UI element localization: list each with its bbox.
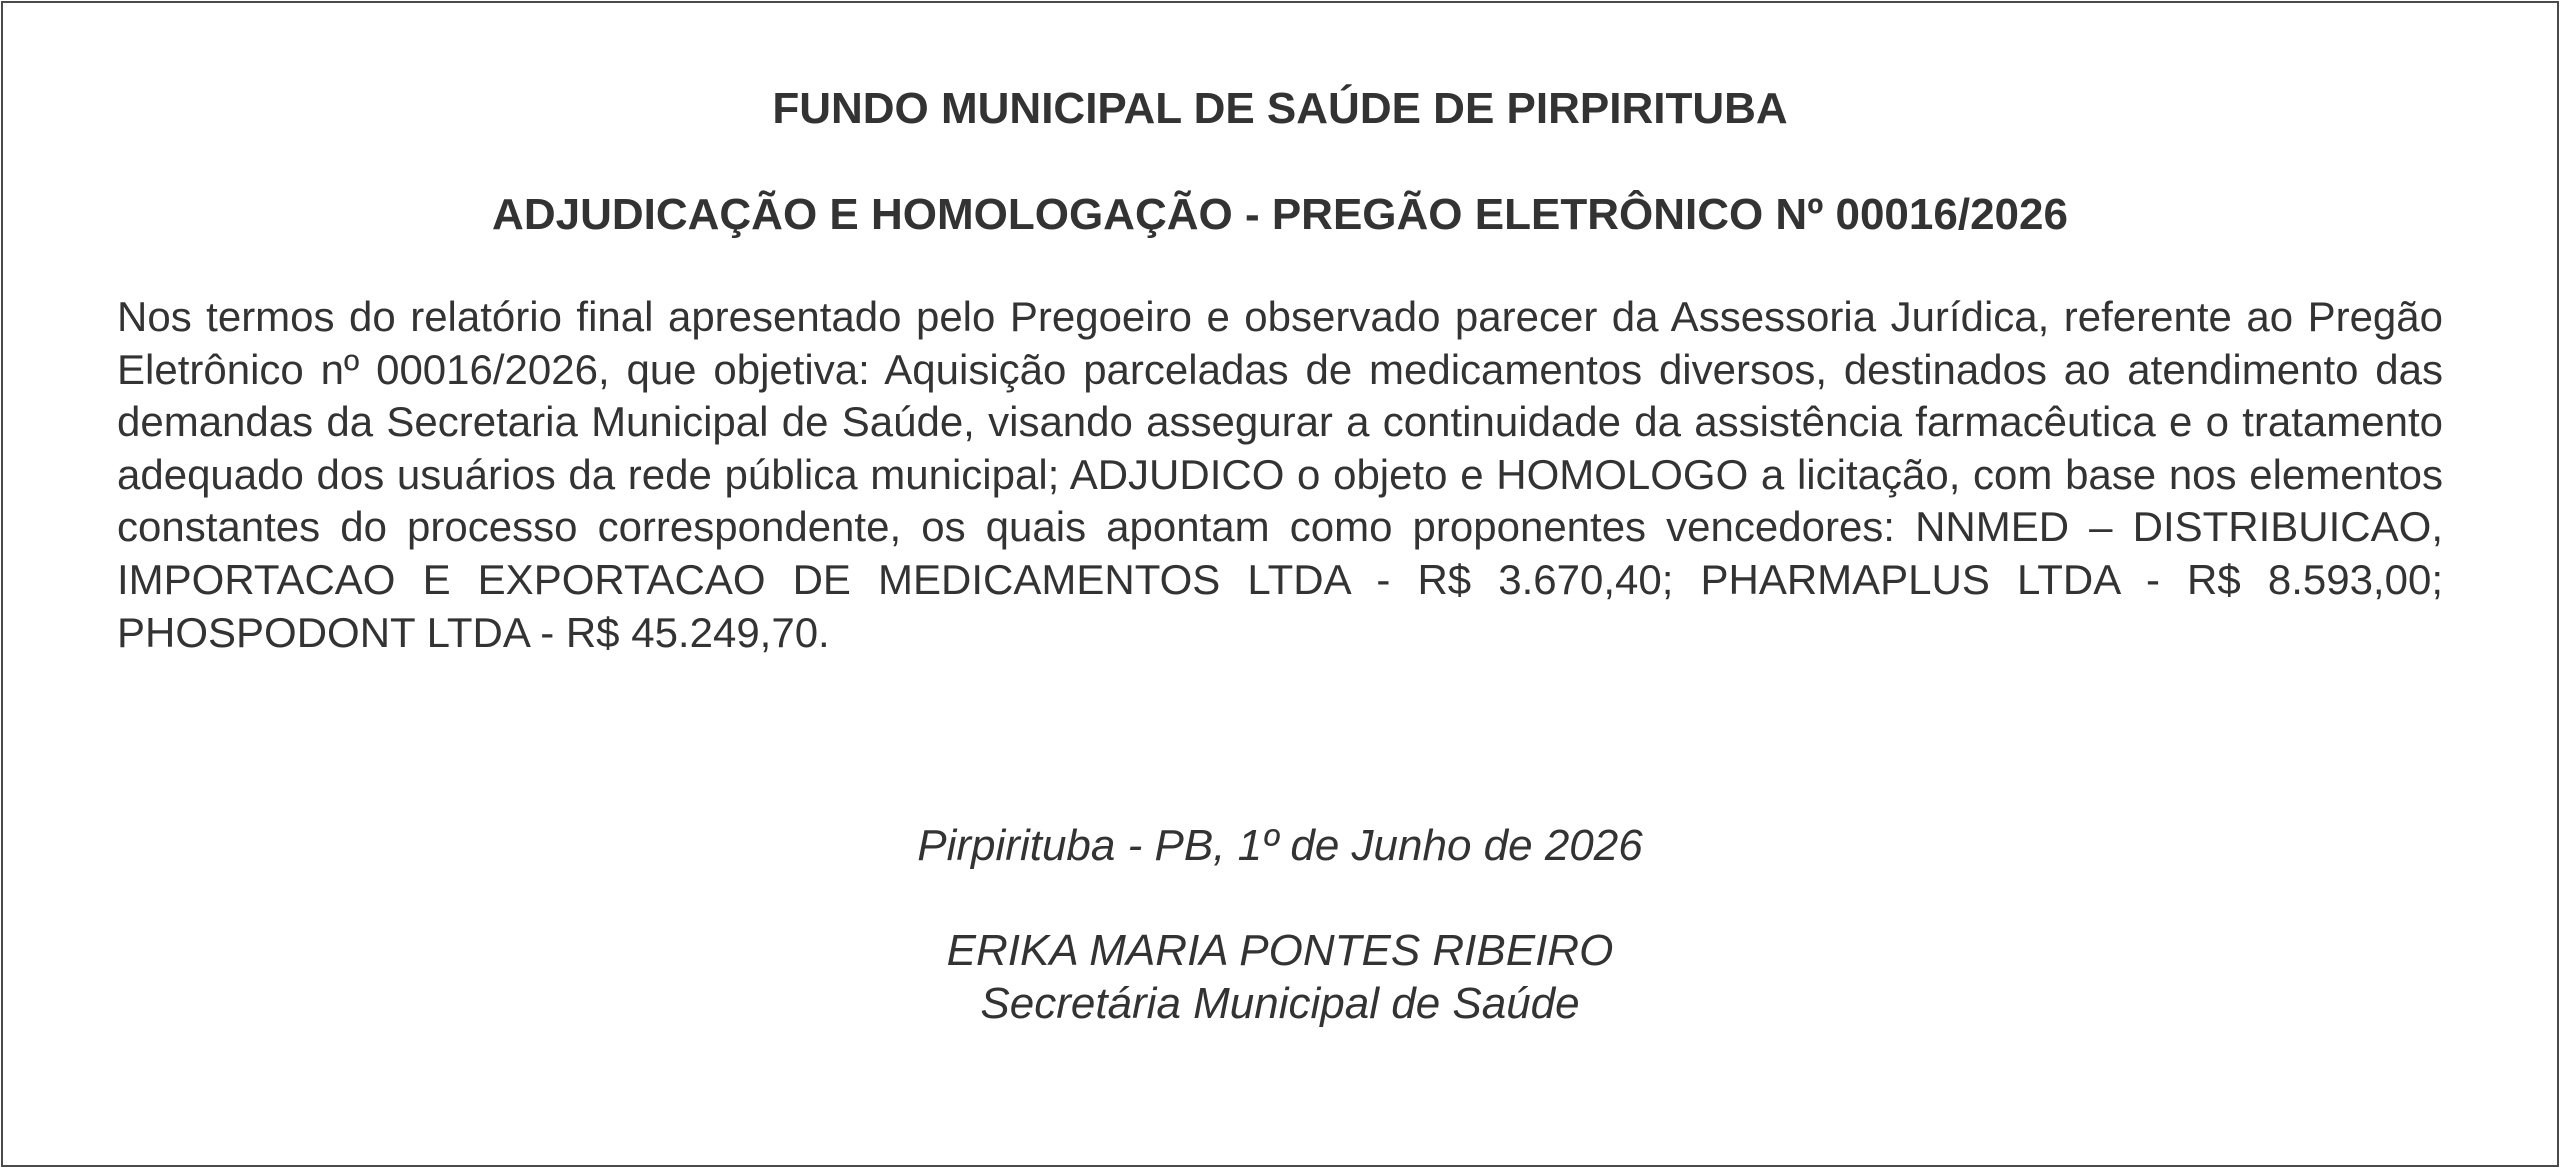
signer-name: ERIKA MARIA PONTES RIBEIRO [946, 926, 1614, 975]
document-subheading: ADJUDICAÇÃO E HOMOLOGAÇÃO - PREGÃO ELETRÔNICO Nº 00016/2026 [492, 190, 2068, 239]
document-body: Nos termos do relatório final apresentado pelo Pregoeiro e observado parecer da Assessoria Jurídica, referente ao Pregão Eletrônico nº 00016/2026, que objetiva: Aquisição parceladas de medicamentos diversos, destinados ao atendimento das demandas da Secretaria Municipal de Saúde, visando assegurar a continuidade da assistência farmacêutica e o tratamento adequado dos usuários da rede pública municipal; ADJUDICO o objeto e HOMOLOGO a licitação, com base nos elementos constantes do processo correspondente, os quais apontam como proponentes vencedores: NNMED – DISTRIBUICAO, IMPORTACAO E EXPORTACAO DE MEDICAMENTOS LTDA - R$ 3.670,40; PHARMAPLUS LTDA - R$ 8.593,00; PHOSPODONT LTDA - R$ 45.249,70. [117, 293, 2443, 656]
signer-role: Secretária Municipal de Saúde [980, 979, 1580, 1028]
place-date: Pirpirituba - PB, 1º de Junho de 2026 [917, 821, 1643, 870]
document-heading: FUNDO MUNICIPAL DE SAÚDE DE PIRPIRITUBA [772, 84, 1788, 133]
